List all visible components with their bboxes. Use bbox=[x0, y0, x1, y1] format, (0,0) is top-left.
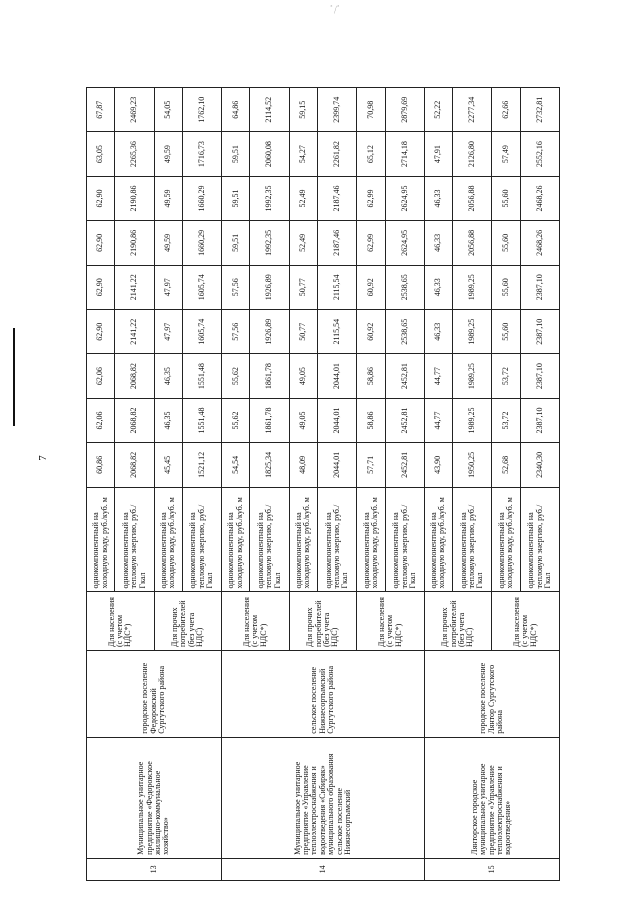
tariff-value: 2732,81 bbox=[520, 88, 559, 132]
tariff-value: 52,49 bbox=[289, 176, 317, 220]
tariff-value: 1660,29 bbox=[182, 221, 221, 265]
tariff-value: 2538,65 bbox=[385, 309, 424, 353]
tariff-value: 65,12 bbox=[357, 132, 385, 176]
tariff-value: 2387,10 bbox=[520, 398, 559, 442]
tariff-value: 2126,80 bbox=[453, 132, 492, 176]
tariff-value: 58,86 bbox=[357, 398, 385, 442]
tariff-value: 2141,22 bbox=[115, 309, 154, 353]
tariff-value: 49,05 bbox=[289, 354, 317, 398]
tariff-value: 1926,89 bbox=[250, 265, 289, 309]
tariff-value: 62,99 bbox=[357, 221, 385, 265]
tariff-value: 1861,78 bbox=[250, 398, 289, 442]
tariff-value: 47,91 bbox=[424, 132, 452, 176]
tariff-value: 49,05 bbox=[289, 398, 317, 442]
tariff-value: 55,60 bbox=[492, 265, 520, 309]
tariff-value: 2044,01 bbox=[318, 398, 357, 442]
tariff-value: 43,90 bbox=[424, 443, 452, 487]
tariff-value: 2190,86 bbox=[115, 176, 154, 220]
tariff-type: однокомпонентный на холодную воду, руб./куб. м bbox=[357, 487, 385, 592]
tariff-value: 2190,86 bbox=[115, 221, 154, 265]
tariff-type: однокомпонентный на тепловую энергию, руб./ Гкал bbox=[115, 487, 154, 592]
tariff-value: 55,60 bbox=[492, 221, 520, 265]
tariff-value: 60,92 bbox=[357, 265, 385, 309]
tariff-value: 1989,25 bbox=[453, 309, 492, 353]
tariff-value: 2115,54 bbox=[318, 309, 357, 353]
territory-name: городское поселение Лянтор Сургутского района bbox=[424, 650, 559, 737]
tariff-value: 62,06 bbox=[87, 354, 115, 398]
tariff-table bbox=[86, 87, 560, 881]
tariff-value: 1716,73 bbox=[182, 132, 221, 176]
tariff-value: 54,27 bbox=[289, 132, 317, 176]
tariff-value: 57,56 bbox=[222, 265, 250, 309]
tariff-type: однокомпонентный на холодную воду, руб./куб. м bbox=[492, 487, 520, 592]
tariff-value: 1861,78 bbox=[250, 354, 289, 398]
territory-name: сельское поселение Нижнесортымский Сургутского района bbox=[222, 650, 425, 737]
tariff-value: 62,90 bbox=[87, 309, 115, 353]
tariff-value: 1825,34 bbox=[250, 443, 289, 487]
tariff-value: 1989,25 bbox=[453, 398, 492, 442]
tariff-value: 2141,22 bbox=[115, 265, 154, 309]
scan-margin-bar bbox=[13, 328, 15, 426]
tariff-value: 48,09 bbox=[289, 443, 317, 487]
tariff-value: 53,72 bbox=[492, 354, 520, 398]
organization-name: Муниципальное унитарное предприятие «Управление теплоэлектроснабжения и водоотведения «Сибиряк» муниципального образования сельское поселение Нижнесортымский bbox=[222, 737, 425, 858]
tariff-value: 52,68 bbox=[492, 443, 520, 487]
tariff-value: 46,35 bbox=[154, 354, 182, 398]
row-number: 14 bbox=[222, 858, 425, 880]
tariff-value: 60,92 bbox=[357, 309, 385, 353]
tariff-value: 2060,08 bbox=[250, 132, 289, 176]
tariff-value: 1950,25 bbox=[453, 443, 492, 487]
tariff-value: 57,56 bbox=[222, 309, 250, 353]
table-row bbox=[87, 88, 115, 881]
page-number: 7 bbox=[36, 455, 49, 461]
tariff-type: однокомпонентный на холодную воду, руб./куб. м bbox=[222, 487, 250, 592]
tariff-value: 2879,69 bbox=[385, 88, 424, 132]
tariff-value: 2187,46 bbox=[318, 176, 357, 220]
consumer-group: Для населения (с учетом НДС*) bbox=[492, 592, 560, 651]
tariff-value: 60,86 bbox=[87, 443, 115, 487]
tariff-value: 50,77 bbox=[289, 309, 317, 353]
tariff-value: 52,22 bbox=[424, 88, 452, 132]
tariff-value: 47,97 bbox=[154, 265, 182, 309]
tariff-value: 2468,26 bbox=[520, 176, 559, 220]
tariff-value: 64,86 bbox=[222, 88, 250, 132]
tariff-type: однокомпонентный на холодную воду, руб./куб. м bbox=[87, 487, 115, 592]
tariff-value: 53,72 bbox=[492, 398, 520, 442]
tariff-value: 46,33 bbox=[424, 221, 452, 265]
tariff-value: 62,90 bbox=[87, 176, 115, 220]
tariff-type: однокомпонентный на тепловую энергию, руб./ Гкал bbox=[520, 487, 559, 592]
rotated-table-wrapper bbox=[86, 87, 560, 881]
tariff-value: 63,05 bbox=[87, 132, 115, 176]
tariff-value: 2056,88 bbox=[453, 221, 492, 265]
tariff-value: 59,51 bbox=[222, 221, 250, 265]
tariff-value: 1989,25 bbox=[453, 354, 492, 398]
tariff-type: однокомпонентный на холодную воду, руб./куб. м bbox=[424, 487, 452, 592]
tariff-type: однокомпонентный на холодную воду, руб./куб. м bbox=[289, 487, 317, 592]
tariff-value: 45,45 bbox=[154, 443, 182, 487]
tariff-value: 1551,48 bbox=[182, 398, 221, 442]
tariff-value: 2387,10 bbox=[520, 309, 559, 353]
row-number: 13 bbox=[87, 858, 222, 880]
tariff-value: 2714,18 bbox=[385, 132, 424, 176]
tariff-type: однокомпонентный на тепловую энергию, руб./ Гкал bbox=[385, 487, 424, 592]
tariff-value: 55,62 bbox=[222, 354, 250, 398]
tariff-value: 59,15 bbox=[289, 88, 317, 132]
tariff-value: 2624,95 bbox=[385, 176, 424, 220]
tariff-value: 1992,35 bbox=[250, 221, 289, 265]
tariff-value: 2056,88 bbox=[453, 176, 492, 220]
tariff-value: 70,98 bbox=[357, 88, 385, 132]
tariff-value: 47,97 bbox=[154, 309, 182, 353]
tariff-value: 55,60 bbox=[492, 176, 520, 220]
tariff-value: 67,87 bbox=[87, 88, 115, 132]
tariff-value: 57,71 bbox=[357, 443, 385, 487]
consumer-group: Для населения (с учетом НДС*) bbox=[87, 592, 155, 651]
table-row bbox=[424, 88, 452, 881]
tariff-value: 2068,82 bbox=[115, 354, 154, 398]
tariff-value: 49,59 bbox=[154, 132, 182, 176]
tariff-value: 2468,26 bbox=[520, 221, 559, 265]
consumer-group: Для прочих потребителей (без учета НДС) bbox=[154, 592, 222, 651]
tariff-value: 49,59 bbox=[154, 176, 182, 220]
tariff-value: 2452,81 bbox=[385, 398, 424, 442]
tariff-value: 1605,74 bbox=[182, 309, 221, 353]
tariff-table-body bbox=[87, 88, 560, 881]
organization-name: Муниципальное унитарное предприятие «Федоровское жилищно-коммунальное хозяйство» bbox=[87, 737, 222, 858]
tariff-value: 2552,16 bbox=[520, 132, 559, 176]
tariff-value: 62,90 bbox=[87, 265, 115, 309]
tariff-value: 2115,54 bbox=[318, 265, 357, 309]
tariff-value: 2399,74 bbox=[318, 88, 357, 132]
organization-name: Лянторское городское муниципальное унитарное предприятие «Управление теплоэлектроснабжения и водоотведения» bbox=[424, 737, 559, 858]
row-number: 15 bbox=[424, 858, 559, 880]
tariff-value: 2277,34 bbox=[453, 88, 492, 132]
tariff-value: 2068,82 bbox=[115, 443, 154, 487]
tariff-value: 62,90 bbox=[87, 221, 115, 265]
tariff-value: 2469,23 bbox=[115, 88, 154, 132]
tariff-type: однокомпонентный на холодную воду, руб./куб. м bbox=[154, 487, 182, 592]
tariff-value: 2452,81 bbox=[385, 443, 424, 487]
tariff-value: 2387,10 bbox=[520, 265, 559, 309]
tariff-value: 2114,52 bbox=[250, 88, 289, 132]
tariff-value: 46,33 bbox=[424, 309, 452, 353]
tariff-type: однокомпонентный на тепловую энергию, руб./ Гкал bbox=[250, 487, 289, 592]
top-scan-marks: ﾞ/ﾞ bbox=[330, 5, 341, 14]
consumer-group: Для прочих потребителей (без учета НДС) bbox=[424, 592, 492, 651]
tariff-value: 1989,25 bbox=[453, 265, 492, 309]
tariff-value: 1521,12 bbox=[182, 443, 221, 487]
tariff-value: 2068,82 bbox=[115, 398, 154, 442]
consumer-group: Для населения (с учетом НДС*) bbox=[357, 592, 425, 651]
tariff-value: 2265,36 bbox=[115, 132, 154, 176]
territory-name: городское поселение Федоровский Сургутского района bbox=[87, 650, 222, 737]
tariff-value: 62,99 bbox=[357, 176, 385, 220]
tariff-value: 44,77 bbox=[424, 354, 452, 398]
tariff-value: 1762,10 bbox=[182, 88, 221, 132]
tariff-value: 1605,74 bbox=[182, 265, 221, 309]
tariff-type: однокомпонентный на тепловую энергию, руб./ Гкал bbox=[453, 487, 492, 592]
tariff-value: 1926,89 bbox=[250, 309, 289, 353]
tariff-type: однокомпонентный на тепловую энергию, руб./ Гкал bbox=[182, 487, 221, 592]
tariff-value: 55,62 bbox=[222, 398, 250, 442]
tariff-value: 1660,29 bbox=[182, 176, 221, 220]
tariff-value: 54,54 bbox=[222, 443, 250, 487]
tariff-value: 54,05 bbox=[154, 88, 182, 132]
tariff-value: 2261,82 bbox=[318, 132, 357, 176]
tariff-value: 1992,35 bbox=[250, 176, 289, 220]
tariff-value: 58,86 bbox=[357, 354, 385, 398]
tariff-value: 2387,10 bbox=[520, 354, 559, 398]
tariff-value: 55,60 bbox=[492, 309, 520, 353]
tariff-value: 46,33 bbox=[424, 176, 452, 220]
tariff-value: 57,49 bbox=[492, 132, 520, 176]
tariff-type: однокомпонентный на тепловую энергию, руб./ Гкал bbox=[318, 487, 357, 592]
consumer-group: Для населения (с учетом НДС*) bbox=[222, 592, 290, 651]
tariff-value: 2044,01 bbox=[318, 443, 357, 487]
consumer-group: Для прочих потребителей (без учета НДС) bbox=[289, 592, 357, 651]
tariff-value: 52,49 bbox=[289, 221, 317, 265]
tariff-value: 62,06 bbox=[87, 398, 115, 442]
tariff-value: 2187,46 bbox=[318, 221, 357, 265]
tariff-value: 46,33 bbox=[424, 265, 452, 309]
tariff-value: 49,59 bbox=[154, 221, 182, 265]
tariff-value: 2538,65 bbox=[385, 265, 424, 309]
tariff-value: 44,77 bbox=[424, 398, 452, 442]
tariff-value: 46,35 bbox=[154, 398, 182, 442]
tariff-value: 2340,30 bbox=[520, 443, 559, 487]
tariff-value: 50,77 bbox=[289, 265, 317, 309]
tariff-value: 62,66 bbox=[492, 88, 520, 132]
tariff-value: 1551,48 bbox=[182, 354, 221, 398]
tariff-value: 2624,95 bbox=[385, 221, 424, 265]
tariff-value: 59,51 bbox=[222, 176, 250, 220]
tariff-value: 59,51 bbox=[222, 132, 250, 176]
table-row bbox=[222, 88, 250, 881]
tariff-value: 2044,01 bbox=[318, 354, 357, 398]
tariff-value: 2452,81 bbox=[385, 354, 424, 398]
